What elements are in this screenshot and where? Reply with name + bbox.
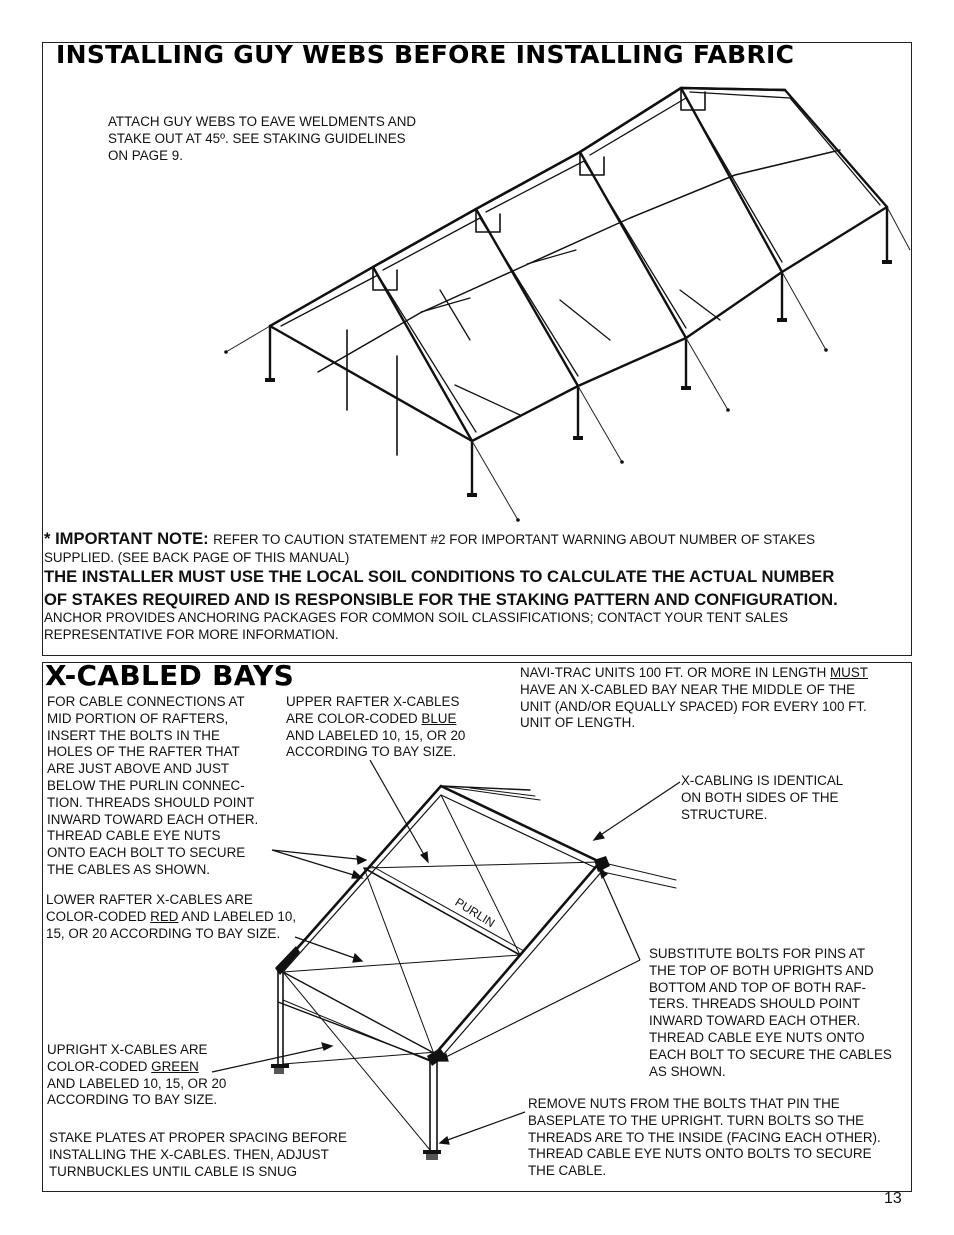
x-cabled-bays-title: X-CABLED BAYS (45, 659, 295, 692)
red-color-code: RED (150, 908, 179, 924)
page-number: 13 (884, 1190, 902, 1207)
lower-rafter-note: LOWER RAFTER X-CABLES ARE COLOR-CODED RED AND LABELED 10, 15, OR 20 ACCORDING TO BAY SIZE. (46, 892, 297, 941)
upright-cables-note: UPRIGHT X-CABLES ARE COLOR-CODED GREEN AND LABELED 10, 15, OR 20 ACCORDING TO BAY SIZE. (47, 1042, 227, 1108)
guy-webs-title: INSTALLING GUY WEBS BEFORE INSTALLING FABRIC (56, 40, 795, 69)
substitute-bolts-note: SUBSTITUTE BOLTS FOR PINS AT THE TOP OF BOTH UPRIGHTS AND BOTTOM AND TOP OF BOTH RAF- TERS. THREADS SHOULD POINT INWARD TOWARD EACH OTHER. THREAD CABLE EYE NUTS ONTO EACH BOLT TO SECURE THE CABLES AS SHOWN. (649, 946, 892, 1079)
attach-guy-webs-note: ATTACH GUY WEBS TO EAVE WELDMENTS AND STAKE OUT AT 45º. SEE STAKING GUIDELINES ON PAGE 9. (108, 114, 417, 163)
purlin-label: PURLIN (452, 895, 498, 931)
green-color-code: GREEN (151, 1058, 199, 1074)
important-note: * IMPORTANT NOTE: REFER TO CAUTION STATEMENT #2 FOR IMPORTANT WARNING ABOUT NUMBER OF STAKES SUPPLIED. (SEE BACK PAGE OF THIS MANUAL) THE INSTALLER MUST USE THE LOCAL SOIL CONDITIONS TO CALCULATE THE ACTUAL NUMBER OF STAKES REQUIRED AND IS RESPONSIBLE FOR THE STAKING PATTERN AND CONFIGURATION. ANCHOR PROVIDES ANCHORING PACKAGES FOR COMMON SOIL CLASSIFICATIONS; CONTACT YOUR TENT SALES REPRESENTATIVE FOR MORE INFORMATION. (44, 529, 910, 643)
important-note-label: * IMPORTANT NOTE: (44, 529, 209, 548)
identical-cabling-note: X-CABLING IS IDENTICAL ON BOTH SIDES OF THE STRUCTURE. (681, 773, 844, 822)
cable-connections-note: FOR CABLE CONNECTIONS AT MID PORTION OF RAFTERS, INSERT THE BOLTS IN THE HOLES OF THE RAFTER THAT ARE JUST ABOVE AND JUST BELOW THE PURLIN CONNEC- TION. THREADS SHOULD POINT INWARD TOWARD EACH OTHER. THREAD CABLE EYE NUTS ONTO EACH BOLT TO SECURE THE CABLES AS SHOWN. (47, 694, 259, 877)
upper-rafter-note: UPPER RAFTER X-CABLES ARE COLOR-CODED BLUE AND LABELED 10, 15, OR 20 ACCORDING TO BAY SIZE. (286, 694, 466, 760)
stake-plates-note: STAKE PLATES AT PROPER SPACING BEFORE INSTALLING THE X-CABLES. THEN, ADJUST TURNBUCKLES UNTIL CABLE IS SNUG (49, 1130, 347, 1179)
installer-warning: THE INSTALLER MUST USE THE LOCAL SOIL CONDITIONS TO CALCULATE THE ACTUAL NUMBER (44, 567, 835, 586)
must-emphasis: MUST (830, 665, 868, 680)
navi-trac-note: NAVI-TRAC UNITS 100 FT. OR MORE IN LENGTH MUST HAVE AN X-CABLED BAY NEAR THE MIDDLE OF THE UNIT (AND/OR EQUALLY SPACED) FOR EVERY 100 FT. UNIT OF LENGTH. (520, 665, 868, 731)
blue-color-code: BLUE (421, 710, 457, 726)
remove-nuts-note: REMOVE NUTS FROM THE BOLTS THAT PIN THE BASEPLATE TO THE UPRIGHT. TURN BOLTS SO THE THREADS ARE TO THE INSIDE (FACING EACH OTHER). THREAD CABLE EYE NUTS ONTO BOLTS TO SECURE THE CABLE. (528, 1096, 881, 1179)
